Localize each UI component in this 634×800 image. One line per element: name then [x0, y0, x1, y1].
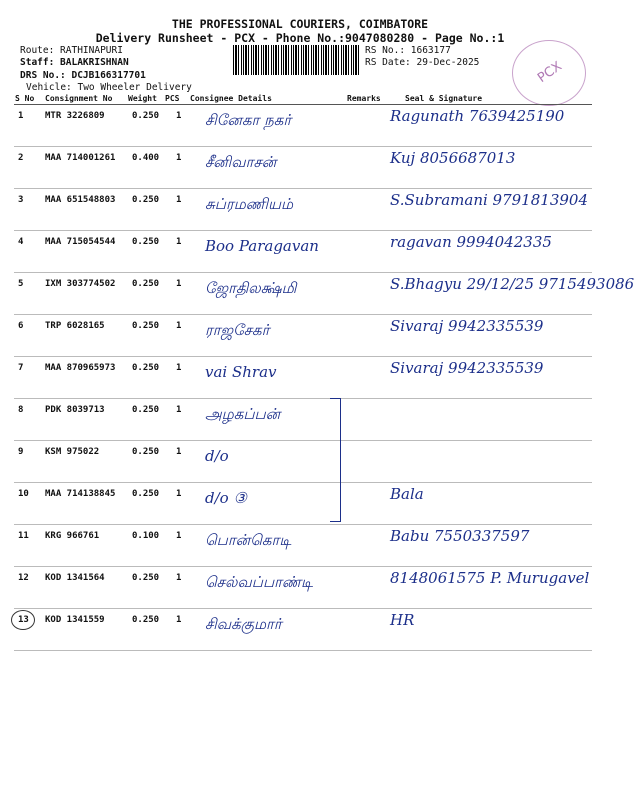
weight-cell: 0.250	[132, 321, 160, 331]
document-subtitle: Delivery Runsheet - PCX - Phone No.:9047080280 - Page No.:1	[95, 31, 505, 45]
consignment-cell: MAA 651548803	[45, 195, 116, 205]
rs-date: RS Date: 29-Dec-2025	[365, 57, 480, 68]
table-row	[0, 609, 600, 651]
col-weight: Weight	[128, 94, 157, 103]
table-row	[0, 525, 600, 567]
pcs-cell: 1	[176, 447, 182, 457]
signature-handwriting: Bala	[390, 485, 424, 503]
consignee-handwriting: அழகப்பன்	[205, 405, 281, 423]
consignment-cell: MAA 715054544	[45, 237, 116, 247]
weight-cell: 0.250	[132, 447, 160, 457]
weight-cell: 0.250	[132, 237, 160, 247]
row-divider	[14, 650, 592, 651]
consignment-cell: PDK 8039713	[45, 405, 105, 415]
consignment-cell: MAA 870965973	[45, 363, 116, 373]
barcode-image	[233, 45, 361, 75]
sno-cell: 5	[18, 279, 24, 289]
table-row	[0, 231, 600, 273]
table-row	[0, 273, 634, 315]
pcs-cell: 1	[176, 153, 182, 163]
weight-cell: 0.250	[132, 279, 160, 289]
col-seal-signature: Seal & Signature	[405, 94, 483, 103]
pcs-cell: 1	[176, 531, 182, 541]
pcs-cell: 1	[176, 573, 182, 583]
courier-stamp	[512, 40, 586, 106]
col-remarks: Remarks	[347, 94, 381, 103]
weight-cell: 0.250	[132, 489, 160, 499]
consignment-cell: KSM 975022	[45, 447, 100, 457]
consignment-cell: MTR 3226809	[45, 111, 105, 121]
weight-cell: 0.250	[132, 615, 160, 625]
stamp-text: PCX	[535, 58, 565, 87]
signature-handwriting: Babu 7550337597	[390, 527, 530, 545]
rs-number: RS No.: 1663177	[365, 45, 451, 56]
staff-label: Staff: BALAKRISHNAN	[20, 57, 129, 68]
consignment-cell: MAA 714138845	[45, 489, 116, 499]
consignee-handwriting: ராஜசேகர்	[205, 321, 270, 339]
signature-handwriting: Ragunath 7639425190	[390, 107, 565, 125]
consignment-cell: KRG 966761	[45, 531, 100, 541]
table-row	[0, 315, 600, 357]
weight-cell: 0.400	[132, 153, 160, 163]
signature-handwriting: HR	[390, 611, 415, 629]
consignee-handwriting: d/o	[205, 447, 229, 465]
sno-cell: 9	[18, 447, 24, 457]
pcs-cell: 1	[176, 111, 182, 121]
consignment-cell: KOD 1341559	[45, 615, 105, 625]
pcs-cell: 1	[176, 237, 182, 247]
pcs-cell: 1	[176, 615, 182, 625]
col-sno: S No	[15, 94, 35, 103]
sno-cell: 2	[18, 153, 24, 163]
signature-handwriting: Sivaraj 9942335539	[390, 317, 544, 335]
signature-handwriting: Sivaraj 9942335539	[390, 359, 544, 377]
weight-cell: 0.250	[132, 111, 160, 121]
document-title: THE PROFESSIONAL COURIERS, COIMBATORE	[171, 17, 429, 31]
sno-cell: 11	[18, 531, 29, 541]
col-consignment: Consignment No	[45, 94, 113, 103]
pcs-cell: 1	[176, 279, 182, 289]
table-row	[0, 399, 600, 441]
consignee-handwriting: vai Shrav	[205, 363, 277, 381]
weight-cell: 0.100	[132, 531, 160, 541]
table-row	[0, 189, 600, 231]
sno-cell: 13	[18, 615, 29, 625]
signature-handwriting: Kuj 8056687013	[390, 149, 516, 167]
sno-cell: 3	[18, 195, 24, 205]
consignee-handwriting: Boo Paragavan	[205, 237, 319, 255]
sno-cell: 8	[18, 405, 24, 415]
sno-cell: 12	[18, 573, 29, 583]
sno-cell: 10	[18, 489, 29, 499]
consignee-handwriting: சுப்ரமணியம்	[205, 195, 294, 213]
vehicle-label: Vehicle: Two Wheeler Delivery	[26, 82, 192, 93]
consignment-cell: MAA 714001261	[45, 153, 116, 163]
sno-cell: 6	[18, 321, 24, 331]
sno-cell: 4	[18, 237, 24, 247]
weight-cell: 0.250	[132, 405, 160, 415]
pcs-cell: 1	[176, 405, 182, 415]
consignee-handwriting: செல்வப்பாண்டி	[205, 573, 313, 591]
pcs-cell: 1	[176, 195, 182, 205]
consignee-handwriting: சீனிவாசன்	[205, 153, 277, 171]
signature-handwriting: S.Subramani 9791813904	[390, 191, 588, 209]
table-row	[0, 105, 600, 147]
consignment-cell: TRP 6028165	[45, 321, 105, 331]
weight-cell: 0.250	[132, 573, 160, 583]
pcs-cell: 1	[176, 321, 182, 331]
handwritten-bracket	[330, 398, 341, 522]
consignee-handwriting: ஜோதிலக்ஷ்மி	[205, 279, 297, 297]
pcs-cell: 1	[176, 489, 182, 499]
sno-cell: 7	[18, 363, 24, 373]
consignee-handwriting: சிவக்குமார்	[205, 615, 282, 633]
signature-handwriting: S.Bhagyu 29/12/25 9715493086	[390, 275, 634, 293]
pcs-cell: 1	[176, 363, 182, 373]
signature-handwriting: 8148061575 P. Murugavel	[390, 569, 590, 587]
table-row	[0, 483, 600, 525]
consignee-handwriting: d/o ③	[205, 489, 247, 507]
consignment-cell: KOD 1341564	[45, 573, 105, 583]
table-row	[0, 147, 600, 189]
weight-cell: 0.250	[132, 195, 160, 205]
consignee-handwriting: பொன்கொடி	[205, 531, 292, 549]
route-label: Route: RATHINAPURI	[20, 45, 123, 56]
weight-cell: 0.250	[132, 363, 160, 373]
consignee-handwriting: சினேகா நகர்	[205, 111, 292, 129]
signature-handwriting: ragavan 9994042335	[390, 233, 552, 251]
table-row	[0, 357, 600, 399]
col-pcs: PCS	[165, 94, 180, 103]
col-consignee: Consignee Details	[190, 94, 272, 103]
table-row	[0, 567, 600, 609]
drs-number: DRS No.: DCJB166317701	[20, 70, 146, 81]
consignment-cell: IXM 303774502	[45, 279, 116, 289]
table-row	[0, 441, 600, 483]
sno-cell: 1	[18, 111, 24, 121]
